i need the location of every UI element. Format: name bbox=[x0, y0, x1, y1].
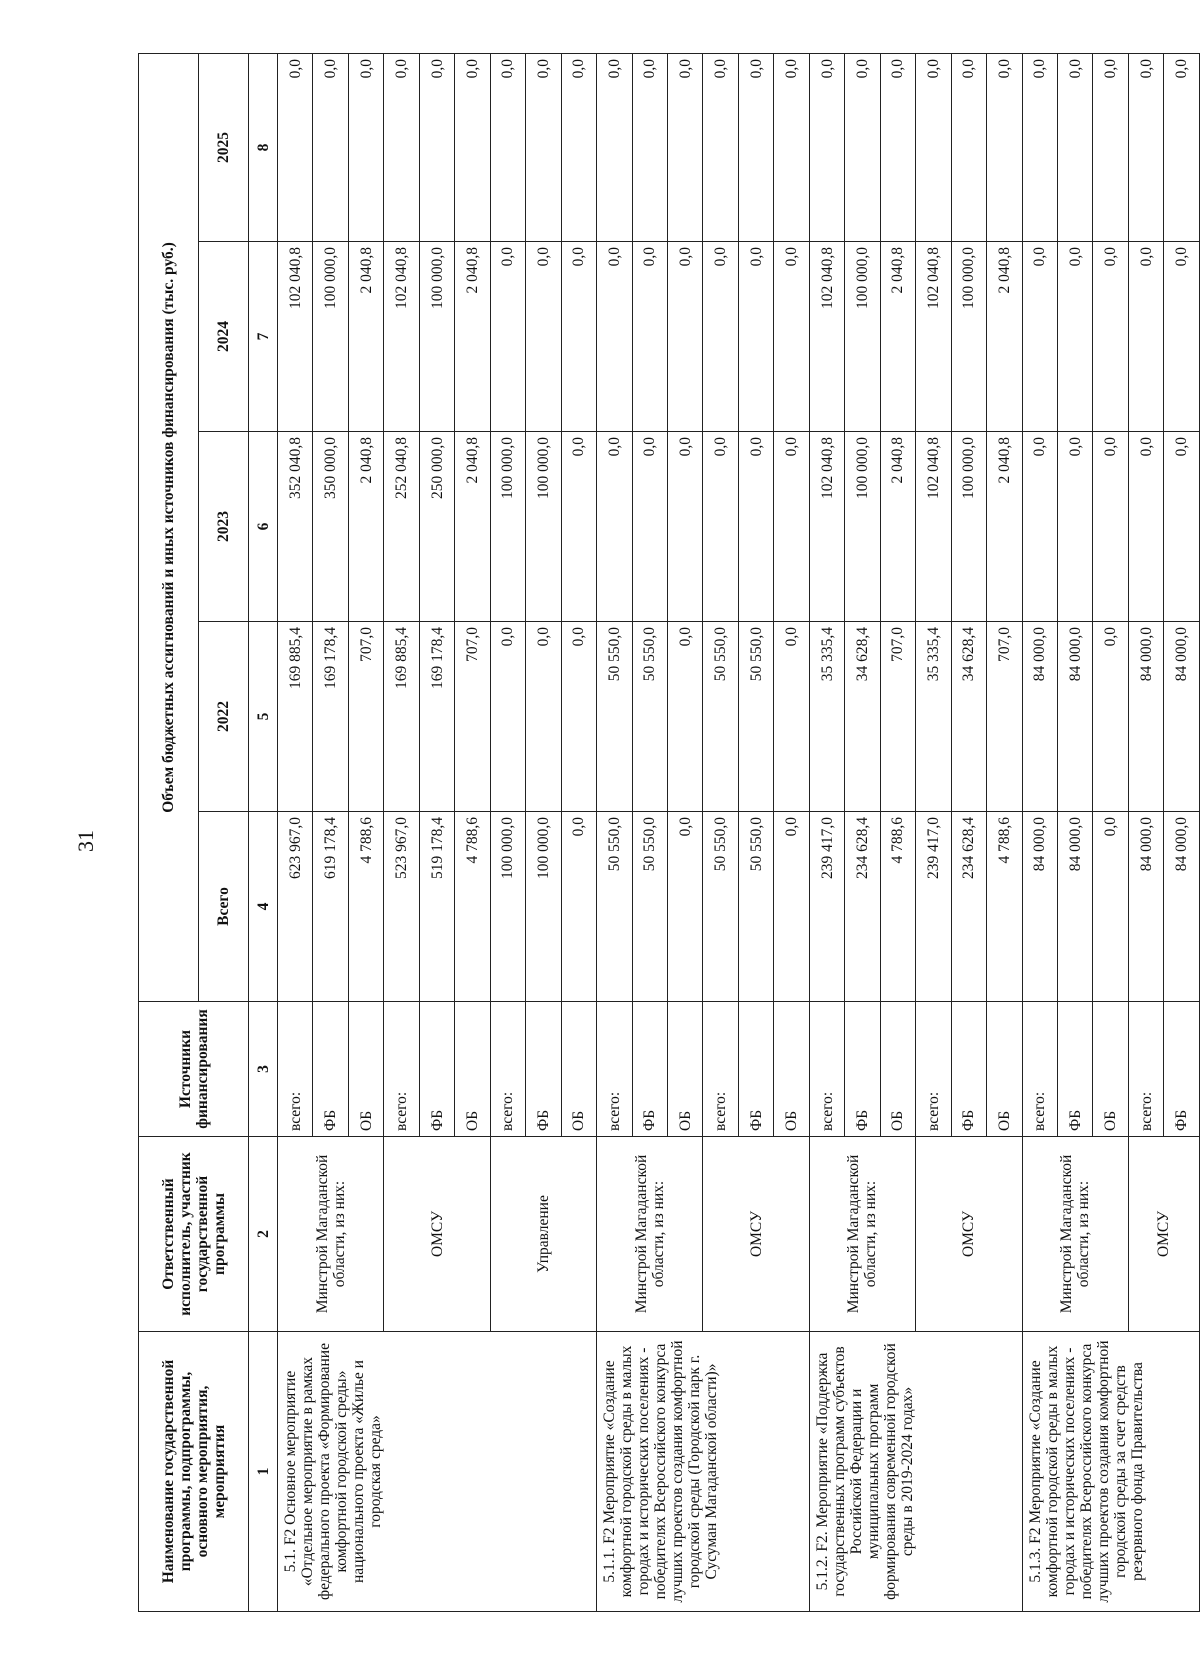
year-2023-cell: 102 040,8 bbox=[916, 432, 951, 622]
year-2023-cell: 0,0 bbox=[1128, 432, 1163, 622]
year-2023-cell: 0,0 bbox=[1022, 432, 1057, 622]
year-2022-cell: 84 000,0 bbox=[1022, 622, 1057, 812]
total-cell: 519 178,4 bbox=[419, 812, 454, 1002]
total-cell: 0,0 bbox=[667, 812, 702, 1002]
year-2023-cell: 100 000,0 bbox=[526, 432, 561, 622]
source-cell: ФБ bbox=[738, 1002, 773, 1137]
responsible-cell: ОМСУ bbox=[1128, 1137, 1199, 1332]
source-cell: всего: bbox=[278, 1002, 313, 1137]
year-2025-cell: 0,0 bbox=[987, 53, 1022, 241]
source-cell: всего: bbox=[1022, 1002, 1057, 1137]
table-row bbox=[597, 53, 632, 1611]
total-cell: 100 000,0 bbox=[526, 812, 561, 1002]
year-2023-cell: 0,0 bbox=[597, 432, 632, 622]
total-cell: 234 628,4 bbox=[845, 812, 880, 1002]
year-2025-cell: 0,0 bbox=[490, 53, 525, 241]
year-2024-cell: 2 040,8 bbox=[987, 242, 1022, 432]
header-year-2024: 2024 bbox=[199, 242, 249, 432]
column-index: 7 bbox=[249, 242, 278, 432]
year-2025-cell: 0,0 bbox=[419, 53, 454, 241]
year-2024-cell: 100 000,0 bbox=[313, 242, 348, 432]
source-cell: ОБ bbox=[348, 1002, 383, 1137]
responsible-cell: Минстрой Магаданской области, из них: bbox=[278, 1137, 384, 1332]
year-2024-cell: 2 040,8 bbox=[348, 242, 383, 432]
total-cell: 234 628,4 bbox=[951, 812, 986, 1002]
total-cell: 0,0 bbox=[774, 812, 809, 1002]
year-2022-cell: 0,0 bbox=[667, 622, 702, 812]
year-2025-cell: 0,0 bbox=[348, 53, 383, 241]
year-2022-cell: 0,0 bbox=[774, 622, 809, 812]
column-index: 2 bbox=[249, 1137, 278, 1332]
year-2022-cell: 707,0 bbox=[880, 622, 915, 812]
year-2024-cell: 2 040,8 bbox=[880, 242, 915, 432]
total-cell: 4 788,6 bbox=[987, 812, 1022, 1002]
year-2023-cell: 0,0 bbox=[561, 432, 596, 622]
total-cell: 100 000,0 bbox=[490, 812, 525, 1002]
header-source: Источники финансирования bbox=[139, 1002, 249, 1137]
total-cell: 50 550,0 bbox=[703, 812, 738, 1002]
year-2022-cell: 35 335,4 bbox=[916, 622, 951, 812]
year-2022-cell: 169 885,4 bbox=[278, 622, 313, 812]
year-2022-cell: 169 885,4 bbox=[384, 622, 419, 812]
year-2025-cell: 0,0 bbox=[455, 53, 490, 241]
source-cell: всего: bbox=[1128, 1002, 1163, 1137]
year-2022-cell: 50 550,0 bbox=[632, 622, 667, 812]
year-2025-cell: 0,0 bbox=[1057, 53, 1092, 241]
source-cell: всего: bbox=[703, 1002, 738, 1137]
year-2024-cell: 0,0 bbox=[1057, 242, 1092, 432]
source-cell: ОБ bbox=[1093, 1002, 1128, 1137]
year-2025-cell: 0,0 bbox=[1164, 53, 1200, 241]
table-header bbox=[139, 53, 278, 1611]
year-2024-cell: 0,0 bbox=[561, 242, 596, 432]
year-2025-cell: 0,0 bbox=[526, 53, 561, 241]
year-2023-cell: 0,0 bbox=[1093, 432, 1128, 622]
source-cell: всего: bbox=[809, 1002, 844, 1137]
responsible-cell: Минстрой Магаданской области, из них: bbox=[809, 1137, 915, 1332]
year-2023-cell: 252 040,8 bbox=[384, 432, 419, 622]
header-responsible: Ответственный исполнитель, участник государственной программы bbox=[139, 1137, 249, 1332]
year-2022-cell: 169 178,4 bbox=[313, 622, 348, 812]
responsible-cell: Минстрой Магаданской области, из них: bbox=[597, 1137, 703, 1332]
year-2024-cell: 0,0 bbox=[632, 242, 667, 432]
year-2023-cell: 2 040,8 bbox=[880, 432, 915, 622]
year-2024-cell: 0,0 bbox=[774, 242, 809, 432]
column-index: 8 bbox=[249, 53, 278, 241]
rotated-page bbox=[138, 54, 1200, 1612]
source-cell: ФБ bbox=[313, 1002, 348, 1137]
year-2022-cell: 34 628,4 bbox=[845, 622, 880, 812]
source-cell: ОБ bbox=[880, 1002, 915, 1137]
year-2024-cell: 100 000,0 bbox=[951, 242, 986, 432]
year-2025-cell: 0,0 bbox=[278, 53, 313, 241]
source-cell: ОБ bbox=[774, 1002, 809, 1137]
year-2022-cell: 50 550,0 bbox=[703, 622, 738, 812]
year-2022-cell: 35 335,4 bbox=[809, 622, 844, 812]
column-index: 4 bbox=[249, 812, 278, 1002]
year-2022-cell: 707,0 bbox=[455, 622, 490, 812]
year-2023-cell: 2 040,8 bbox=[348, 432, 383, 622]
year-2023-cell: 100 000,0 bbox=[490, 432, 525, 622]
total-cell: 84 000,0 bbox=[1128, 812, 1163, 1002]
year-2023-cell: 350 000,0 bbox=[313, 432, 348, 622]
year-2025-cell: 0,0 bbox=[703, 53, 738, 241]
year-2025-cell: 0,0 bbox=[951, 53, 986, 241]
year-2023-cell: 0,0 bbox=[632, 432, 667, 622]
year-2022-cell: 50 550,0 bbox=[597, 622, 632, 812]
year-2025-cell: 0,0 bbox=[1128, 53, 1163, 241]
total-cell: 50 550,0 bbox=[632, 812, 667, 1002]
year-2024-cell: 0,0 bbox=[703, 242, 738, 432]
total-cell: 0,0 bbox=[561, 812, 596, 1002]
total-cell: 84 000,0 bbox=[1057, 812, 1092, 1002]
source-cell: ФБ bbox=[419, 1002, 454, 1137]
year-2022-cell: 84 000,0 bbox=[1057, 622, 1092, 812]
year-2023-cell: 102 040,8 bbox=[809, 432, 844, 622]
year-2024-cell: 100 000,0 bbox=[419, 242, 454, 432]
table-row bbox=[278, 53, 313, 1611]
year-2024-cell: 0,0 bbox=[1164, 242, 1200, 432]
source-cell: ФБ bbox=[632, 1002, 667, 1137]
year-2024-cell: 102 040,8 bbox=[916, 242, 951, 432]
year-2025-cell: 0,0 bbox=[313, 53, 348, 241]
source-cell: ФБ bbox=[951, 1002, 986, 1137]
year-2025-cell: 0,0 bbox=[1022, 53, 1057, 241]
year-2023-cell: 352 040,8 bbox=[278, 432, 313, 622]
column-index: 1 bbox=[249, 1332, 278, 1612]
year-2025-cell: 0,0 bbox=[632, 53, 667, 241]
financing-table bbox=[138, 53, 1200, 1612]
source-cell: ФБ bbox=[1057, 1002, 1092, 1137]
header-total: Всего bbox=[199, 812, 249, 1002]
table-row bbox=[809, 53, 844, 1611]
measure-name-cell: 5.1.3. F2 Мероприятие «Создание комфортной городской среды в малых городах и исторических поселениях - победителях Всероссийского конкурса лучших проектов создания комфортной городской среды за счет средств резервного фонда Правительства bbox=[1022, 1332, 1199, 1612]
year-2025-cell: 0,0 bbox=[916, 53, 951, 241]
measure-name-cell: 5.1.1. F2 Мероприятие «Создание комфортной городской среды в малых городах и исторических поселениях - победителях Всероссийского конкурса лучших проектов создания комфортной городской среды (Городской парк г. Сусуман Магаданской области)» bbox=[597, 1332, 810, 1612]
year-2025-cell: 0,0 bbox=[809, 53, 844, 241]
year-2023-cell: 0,0 bbox=[703, 432, 738, 622]
responsible-cell: ОМСУ bbox=[916, 1137, 1022, 1332]
column-index: 3 bbox=[249, 1002, 278, 1137]
year-2025-cell: 0,0 bbox=[384, 53, 419, 241]
year-2023-cell: 0,0 bbox=[1057, 432, 1092, 622]
year-2024-cell: 0,0 bbox=[667, 242, 702, 432]
year-2024-cell: 102 040,8 bbox=[809, 242, 844, 432]
year-2022-cell: 707,0 bbox=[348, 622, 383, 812]
year-2025-cell: 0,0 bbox=[1093, 53, 1128, 241]
year-2024-cell: 2 040,8 bbox=[455, 242, 490, 432]
total-cell: 4 788,6 bbox=[880, 812, 915, 1002]
year-2023-cell: 100 000,0 bbox=[951, 432, 986, 622]
year-2022-cell: 84 000,0 bbox=[1128, 622, 1163, 812]
year-2023-cell: 2 040,8 bbox=[987, 432, 1022, 622]
year-2022-cell: 0,0 bbox=[1093, 622, 1128, 812]
year-2023-cell: 0,0 bbox=[738, 432, 773, 622]
total-cell: 619 178,4 bbox=[313, 812, 348, 1002]
table-row bbox=[1022, 53, 1057, 1611]
year-2023-cell: 0,0 bbox=[774, 432, 809, 622]
year-2024-cell: 0,0 bbox=[597, 242, 632, 432]
measure-name-cell: 5.1.2. F2. Мероприятие «Поддержка государственных программ субъектов Российской Федерации и муниципальных программ формирования современной городской среды в 2019-2024 годах» bbox=[809, 1332, 1022, 1612]
column-index: 5 bbox=[249, 622, 278, 812]
table-body bbox=[278, 53, 1200, 1611]
header-year-2023: 2023 bbox=[199, 432, 249, 622]
total-cell: 4 788,6 bbox=[455, 812, 490, 1002]
source-cell: ОБ bbox=[987, 1002, 1022, 1137]
year-2024-cell: 0,0 bbox=[1022, 242, 1057, 432]
source-cell: ФБ bbox=[526, 1002, 561, 1137]
source-cell: всего: bbox=[916, 1002, 951, 1137]
responsible-cell: Управление bbox=[490, 1137, 596, 1332]
total-cell: 84 000,0 bbox=[1164, 812, 1200, 1002]
total-cell: 84 000,0 bbox=[1022, 812, 1057, 1002]
source-cell: всего: bbox=[384, 1002, 419, 1137]
year-2022-cell: 34 628,4 bbox=[951, 622, 986, 812]
year-2023-cell: 2 040,8 bbox=[455, 432, 490, 622]
column-index: 6 bbox=[249, 432, 278, 622]
year-2024-cell: 102 040,8 bbox=[278, 242, 313, 432]
year-2024-cell: 102 040,8 bbox=[384, 242, 419, 432]
responsible-cell: Минстрой Магаданской области, из них: bbox=[1022, 1137, 1128, 1332]
total-cell: 239 417,0 bbox=[809, 812, 844, 1002]
year-2022-cell: 707,0 bbox=[987, 622, 1022, 812]
source-cell: ФБ bbox=[845, 1002, 880, 1137]
page-number: 31 bbox=[73, 830, 98, 852]
year-2025-cell: 0,0 bbox=[774, 53, 809, 241]
source-cell: ОБ bbox=[667, 1002, 702, 1137]
year-2022-cell: 0,0 bbox=[526, 622, 561, 812]
year-2025-cell: 0,0 bbox=[738, 53, 773, 241]
measure-name-cell: 5.1. F2 Основное мероприятие «Отдельное мероприятие в рамках федерального проекта «Формирование комфортной городской среды» национального проекта «Жилье и городская среда» bbox=[278, 1332, 597, 1612]
total-cell: 523 967,0 bbox=[384, 812, 419, 1002]
year-2022-cell: 0,0 bbox=[561, 622, 596, 812]
year-2023-cell: 0,0 bbox=[1164, 432, 1200, 622]
year-2025-cell: 0,0 bbox=[561, 53, 596, 241]
year-2023-cell: 0,0 bbox=[667, 432, 702, 622]
total-cell: 0,0 bbox=[1093, 812, 1128, 1002]
total-cell: 50 550,0 bbox=[597, 812, 632, 1002]
total-cell: 623 967,0 bbox=[278, 812, 313, 1002]
year-2022-cell: 84 000,0 bbox=[1164, 622, 1200, 812]
total-cell: 4 788,6 bbox=[348, 812, 383, 1002]
source-cell: ОБ bbox=[455, 1002, 490, 1137]
column-index-row bbox=[249, 53, 278, 1611]
year-2025-cell: 0,0 bbox=[597, 53, 632, 241]
source-cell: ОБ bbox=[561, 1002, 596, 1137]
year-2024-cell: 100 000,0 bbox=[845, 242, 880, 432]
year-2024-cell: 0,0 bbox=[526, 242, 561, 432]
source-cell: ФБ bbox=[1164, 1002, 1200, 1137]
year-2025-cell: 0,0 bbox=[880, 53, 915, 241]
total-cell: 239 417,0 bbox=[916, 812, 951, 1002]
header-year-2022: 2022 bbox=[199, 622, 249, 812]
year-2022-cell: 50 550,0 bbox=[738, 622, 773, 812]
responsible-cell: ОМСУ bbox=[703, 1137, 809, 1332]
year-2025-cell: 0,0 bbox=[845, 53, 880, 241]
header-name: Наименование государственной программы, подпрограммы, основного мероприятия, мероприятия bbox=[139, 1332, 249, 1612]
header-year-2025: 2025 bbox=[199, 53, 249, 241]
source-cell: всего: bbox=[490, 1002, 525, 1137]
year-2024-cell: 0,0 bbox=[1093, 242, 1128, 432]
header-volume: Объем бюджетных ассигнований и иных источников финансирования (тыс. руб.) bbox=[139, 53, 199, 1001]
responsible-cell: ОМСУ bbox=[384, 1137, 490, 1332]
total-cell: 50 550,0 bbox=[738, 812, 773, 1002]
source-cell: всего: bbox=[597, 1002, 632, 1137]
year-2022-cell: 0,0 bbox=[490, 622, 525, 812]
year-2024-cell: 0,0 bbox=[1128, 242, 1163, 432]
year-2023-cell: 250 000,0 bbox=[419, 432, 454, 622]
year-2022-cell: 169 178,4 bbox=[419, 622, 454, 812]
year-2024-cell: 0,0 bbox=[738, 242, 773, 432]
year-2025-cell: 0,0 bbox=[667, 53, 702, 241]
year-2023-cell: 100 000,0 bbox=[845, 432, 880, 622]
year-2024-cell: 0,0 bbox=[490, 242, 525, 432]
